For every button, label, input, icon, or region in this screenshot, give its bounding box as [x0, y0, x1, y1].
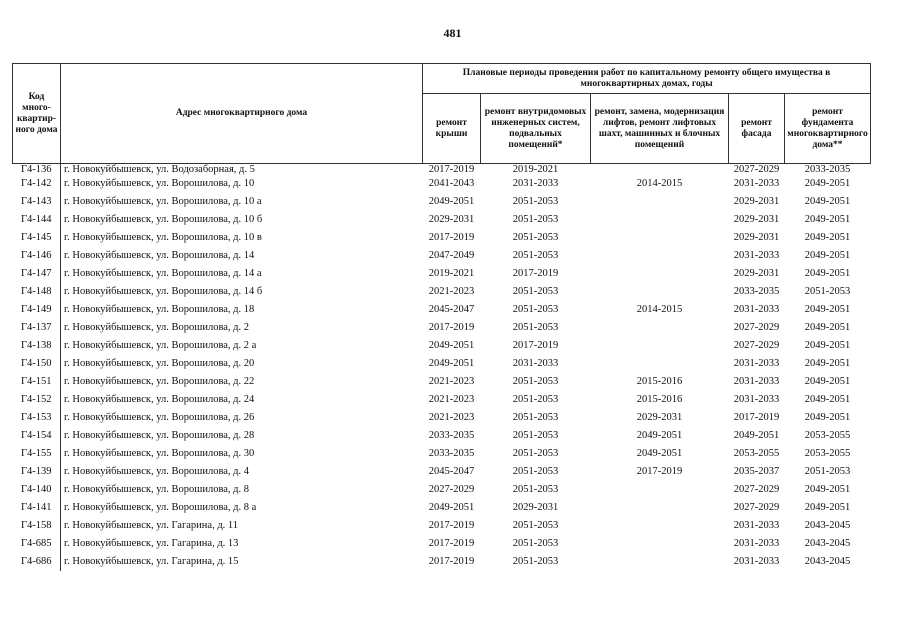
cell-roof: 2045-2047	[428, 304, 475, 315]
cell-roof: 2019-2021	[428, 268, 475, 279]
table-row	[13, 229, 871, 247]
cell-foundation: 2033-2035	[804, 164, 851, 175]
cell-roof: 2017-2019	[428, 164, 475, 175]
cell-code: Г4-147	[13, 265, 61, 283]
cell-code: Г4-136	[13, 164, 61, 176]
table-row	[13, 175, 871, 193]
cell-lifts: 2015-2016	[636, 376, 683, 387]
cell-facade: 2029-2031	[733, 214, 780, 225]
cell-lifts: 2049-2051	[636, 448, 683, 459]
cell-facade: 2031-2033	[733, 304, 780, 315]
table-row	[13, 193, 871, 211]
cell-lifts	[591, 355, 729, 373]
table-row	[13, 463, 871, 481]
cell-address: г. Новокуйбышевск, ул. Ворошилова, д. 14 а	[64, 268, 262, 279]
cell-foundation: 2051-2053	[804, 286, 851, 297]
table-row	[13, 481, 871, 499]
table-row	[13, 164, 871, 176]
table-row	[13, 247, 871, 265]
cell-facade: 2027-2029	[733, 502, 780, 513]
table-row	[13, 319, 871, 337]
table-row	[13, 265, 871, 283]
cell-facade: 2031-2033	[733, 250, 780, 261]
cell-systems: 2051-2053	[512, 322, 559, 333]
cell-facade: 2053-2055	[733, 448, 780, 459]
cell-lifts	[591, 499, 729, 517]
cell-address: г. Новокуйбышевск, ул. Ворошилова, д. 2	[64, 322, 250, 333]
cell-address: г. Новокуйбышевск, ул. Ворошилова, д. 24	[64, 394, 255, 405]
cell-lifts	[591, 517, 729, 535]
cell-foundation: 2049-2051	[804, 232, 851, 243]
cell-lifts	[591, 247, 729, 265]
cell-systems: 2017-2019	[512, 268, 559, 279]
cell-roof: 2047-2049	[428, 250, 475, 261]
cell-roof: 2017-2019	[428, 520, 475, 531]
cell-lifts: 2017-2019	[636, 466, 683, 477]
cell-systems: 2019-2021	[512, 164, 559, 175]
table-row	[13, 535, 871, 553]
header-code: Код много-квартир-ного дома	[13, 64, 61, 164]
cell-lifts	[591, 283, 729, 301]
cell-foundation: 2051-2053	[804, 466, 851, 477]
cell-code: Г4-138	[13, 337, 61, 355]
cell-foundation: 2049-2051	[804, 214, 851, 225]
cell-facade: 2027-2029	[733, 340, 780, 351]
cell-code: Г4-153	[13, 409, 61, 427]
cell-lifts	[591, 265, 729, 283]
cell-systems: 2051-2053	[512, 448, 559, 459]
header-facade: ремонт фасада	[729, 94, 785, 164]
cell-code: Г4-152	[13, 391, 61, 409]
table-row	[13, 373, 871, 391]
cell-roof: 2049-2051	[428, 196, 475, 207]
cell-systems: 2051-2053	[512, 538, 559, 549]
cell-foundation: 2049-2051	[804, 250, 851, 261]
cell-address: г. Новокуйбышевск, ул. Ворошилова, д. 10	[64, 178, 255, 189]
cell-code: Г4-148	[13, 283, 61, 301]
cell-address: г. Новокуйбышевск, ул. Ворошилова, д. 4	[64, 466, 250, 477]
cell-foundation: 2053-2055	[804, 448, 851, 459]
cell-code: Г4-144	[13, 211, 61, 229]
cell-code: Г4-141	[13, 499, 61, 517]
cell-foundation: 2049-2051	[804, 304, 851, 315]
cell-address: г. Новокуйбышевск, ул. Ворошилова, д. 28	[64, 430, 255, 441]
cell-lifts: 2014-2015	[636, 178, 683, 189]
cell-facade: 2031-2033	[733, 538, 780, 549]
table-row	[13, 211, 871, 229]
header-foundation: ремонт фундамента многоквартирного дома**	[785, 94, 871, 164]
cell-roof: 2049-2051	[428, 358, 475, 369]
cell-address: г. Новокуйбышевск, ул. Ворошилова, д. 8 а	[64, 502, 257, 513]
cell-roof: 2027-2029	[428, 484, 475, 495]
table-body	[13, 164, 871, 572]
cell-facade: 2029-2031	[733, 232, 780, 243]
cell-lifts: 2029-2031	[636, 412, 683, 423]
cell-foundation: 2049-2051	[804, 358, 851, 369]
cell-roof: 2029-2031	[428, 214, 475, 225]
cell-foundation: 2049-2051	[804, 394, 851, 405]
cell-roof: 2033-2035	[428, 448, 475, 459]
cell-roof: 2033-2035	[428, 430, 475, 441]
cell-address: г. Новокуйбышевск, ул. Ворошилова, д. 30	[64, 448, 255, 459]
table-row	[13, 517, 871, 535]
cell-code: Г4-158	[13, 517, 61, 535]
cell-code: Г4-137	[13, 319, 61, 337]
cell-code: Г4-140	[13, 481, 61, 499]
cell-lifts: 2014-2015	[636, 304, 683, 315]
cell-address: г. Новокуйбышевск, ул. Гагарина, д. 13	[64, 538, 239, 549]
cell-systems: 2051-2053	[512, 394, 559, 405]
cell-lifts	[591, 319, 729, 337]
cell-facade: 2031-2033	[733, 358, 780, 369]
table-row	[13, 427, 871, 445]
cell-roof: 2017-2019	[428, 232, 475, 243]
page-number: 481	[443, 26, 462, 40]
cell-systems: 2051-2053	[512, 484, 559, 495]
cell-systems: 2051-2053	[512, 250, 559, 261]
cell-systems: 2051-2053	[512, 304, 559, 315]
cell-code: Г4-685	[13, 535, 61, 553]
table-row	[13, 409, 871, 427]
cell-roof: 2017-2019	[428, 538, 475, 549]
cell-code: Г4-686	[13, 553, 61, 571]
cell-facade: 2049-2051	[733, 430, 780, 441]
table-row	[13, 391, 871, 409]
cell-facade: 2031-2033	[733, 178, 780, 189]
cell-roof: 2021-2023	[428, 376, 475, 387]
cell-foundation: 2049-2051	[804, 178, 851, 189]
header-roof: ремонт крыши	[423, 94, 481, 164]
cell-roof: 2017-2019	[428, 322, 475, 333]
cell-facade: 2027-2029	[733, 484, 780, 495]
cell-address: г. Новокуйбышевск, ул. Ворошилова, д. 14	[64, 250, 255, 261]
cell-facade: 2029-2031	[733, 268, 780, 279]
cell-systems: 2051-2053	[512, 196, 559, 207]
cell-address: г. Новокуйбышевск, ул. Ворошилова, д. 10 в	[64, 232, 262, 243]
cell-facade: 2017-2019	[733, 412, 780, 423]
cell-address: г. Новокуйбышевск, ул. Ворошилова, д. 14 б	[64, 286, 263, 297]
cell-systems: 2051-2053	[512, 466, 559, 477]
cell-address: г. Новокуйбышевск, ул. Ворошилова, д. 8	[64, 484, 250, 495]
table-row	[13, 355, 871, 373]
cell-roof: 2041-2043	[428, 178, 475, 189]
cell-foundation: 2049-2051	[804, 196, 851, 207]
cell-code: Г4-143	[13, 193, 61, 211]
cell-systems: 2051-2053	[512, 430, 559, 441]
cell-systems: 2051-2053	[512, 376, 559, 387]
cell-systems: 2031-2033	[512, 358, 559, 369]
header-address: Адрес многоквартирного дома	[61, 64, 423, 164]
cell-code: Г4-145	[13, 229, 61, 247]
cell-facade: 2029-2031	[733, 196, 780, 207]
cell-foundation: 2049-2051	[804, 322, 851, 333]
cell-roof: 2045-2047	[428, 466, 475, 477]
cell-roof: 2021-2023	[428, 394, 475, 405]
cell-foundation: 2043-2045	[804, 538, 851, 549]
cell-foundation: 2043-2045	[804, 520, 851, 531]
cell-facade: 2031-2033	[733, 376, 780, 387]
cell-roof: 2021-2023	[428, 286, 475, 297]
table-row	[13, 283, 871, 301]
cell-facade: 2027-2029	[733, 322, 780, 333]
cell-address: г. Новокуйбышевск, ул. Ворошилова, д. 20	[64, 358, 255, 369]
cell-address: г. Новокуйбышевск, ул. Ворошилова, д. 10 а	[64, 196, 262, 207]
cell-roof: 2049-2051	[428, 340, 475, 351]
cell-lifts	[591, 535, 729, 553]
cell-roof: 2017-2019	[428, 556, 475, 567]
cell-foundation: 2049-2051	[804, 340, 851, 351]
cell-address: г. Новокуйбышевск, ул. Ворошилова, д. 26	[64, 412, 255, 423]
cell-code: Г4-151	[13, 373, 61, 391]
cell-systems: 2051-2053	[512, 214, 559, 225]
cell-facade: 2035-2037	[733, 466, 780, 477]
cell-systems: 2051-2053	[512, 520, 559, 531]
cell-code: Г4-149	[13, 301, 61, 319]
cell-address: г. Новокуйбышевск, ул. Гагарина, д. 15	[64, 556, 239, 567]
cell-foundation: 2053-2055	[804, 430, 851, 441]
cell-lifts: 2049-2051	[636, 430, 683, 441]
cell-facade: 2027-2029	[733, 164, 780, 175]
cell-code: Г4-139	[13, 463, 61, 481]
capital-repair-table	[12, 63, 871, 571]
cell-foundation: 2049-2051	[804, 484, 851, 495]
cell-code: Г4-155	[13, 445, 61, 463]
header-lifts: ремонт, замена, модернизация лифтов, ремонт лифтовых шахт, машинных и блочных помещений	[591, 94, 729, 164]
cell-facade: 2033-2035	[733, 286, 780, 297]
table-row	[13, 337, 871, 355]
cell-foundation: 2049-2051	[804, 268, 851, 279]
cell-lifts	[591, 211, 729, 229]
cell-address: г. Новокуйбышевск, ул. Ворошилова, д. 2 а	[64, 340, 257, 351]
cell-systems: 2051-2053	[512, 412, 559, 423]
cell-systems: 2029-2031	[512, 502, 559, 513]
cell-address: г. Новокуйбышевск, ул. Водозаборная, д. 5	[64, 164, 255, 175]
cell-foundation: 2043-2045	[804, 556, 851, 567]
cell-address: г. Новокуйбышевск, ул. Ворошилова, д. 18	[64, 304, 255, 315]
cell-lifts	[591, 193, 729, 211]
cell-roof: 2021-2023	[428, 412, 475, 423]
cell-address: г. Новокуйбышевск, ул. Ворошилова, д. 10 б	[64, 214, 263, 225]
cell-lifts	[591, 337, 729, 355]
cell-systems: 2051-2053	[512, 232, 559, 243]
cell-lifts	[591, 553, 729, 571]
cell-systems: 2051-2053	[512, 556, 559, 567]
cell-address: г. Новокуйбышевск, ул. Гагарина, д. 11	[64, 520, 239, 531]
cell-code: Г4-154	[13, 427, 61, 445]
table-row	[13, 301, 871, 319]
cell-code: Г4-150	[13, 355, 61, 373]
table-row	[13, 499, 871, 517]
table-row	[13, 445, 871, 463]
cell-code: Г4-142	[13, 175, 61, 193]
cell-facade: 2031-2033	[733, 520, 780, 531]
cell-systems: 2051-2053	[512, 286, 559, 297]
cell-facade: 2031-2033	[733, 394, 780, 405]
table-row	[13, 553, 871, 571]
cell-roof: 2049-2051	[428, 502, 475, 513]
cell-lifts: 2015-2016	[636, 394, 683, 405]
cell-systems: 2017-2019	[512, 340, 559, 351]
cell-systems: 2031-2033	[512, 178, 559, 189]
cell-foundation: 2049-2051	[804, 376, 851, 387]
cell-foundation: 2049-2051	[804, 502, 851, 513]
header-periods: Плановые периоды проведения работ по капитальному ремонту общего имущества в многоквартирных домах, годы	[423, 64, 871, 94]
cell-lifts	[591, 481, 729, 499]
cell-lifts	[591, 164, 729, 176]
cell-foundation: 2049-2051	[804, 412, 851, 423]
header-systems: ремонт внутридомовых инженерных систем, подвальных помещений*	[481, 94, 591, 164]
cell-address: г. Новокуйбышевск, ул. Ворошилова, д. 22	[64, 376, 255, 387]
cell-lifts	[591, 229, 729, 247]
cell-code: Г4-146	[13, 247, 61, 265]
cell-facade: 2031-2033	[733, 556, 780, 567]
